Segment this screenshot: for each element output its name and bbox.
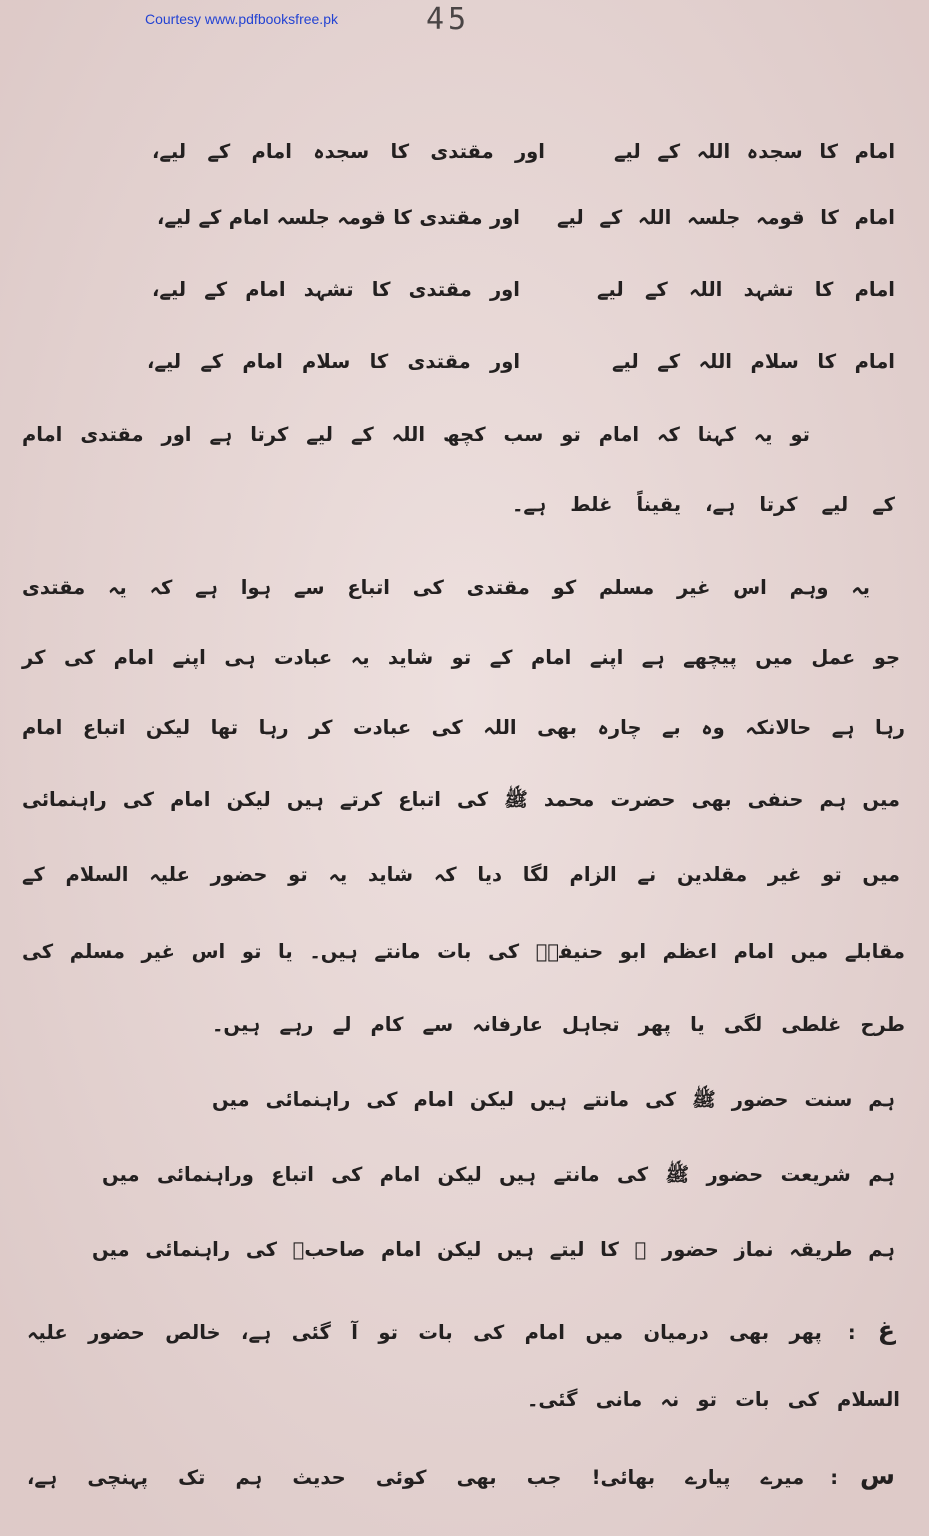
dialogue-text: پھر بھی درمیان میں امام کی بات تو آ گئی ہے، خالص حضور علیہ (27, 1321, 822, 1344)
speaker-marker: غ (877, 1315, 895, 1345)
comparison-imam-clause (555, 188, 895, 248)
line-text: مقابلے میں امام اعظم ابو حنیفہؒ کی بات مانتے ہیں۔ یا تو اس غیر مسلم کی (22, 940, 905, 963)
clause-text: اور مقتدی کا تشہد امام کے لیے، (152, 278, 520, 301)
dialogue-line-content (27, 1460, 895, 1490)
clause-text: اور مقتدی کا سلام امام کے لیے، (147, 350, 520, 373)
comparison-muqtadi-clause (155, 188, 520, 248)
dialogue-continuation-line (525, 1370, 900, 1430)
clause-text: امام کا سجدہ اللہ کے لیے (614, 140, 895, 163)
dialogue-line (25, 1300, 895, 1360)
paragraph-line (20, 922, 905, 982)
line-text: کے لیے کرتا ہے، یقیناً غلط ہے۔ (512, 493, 895, 516)
page-number: 45 (426, 2, 471, 37)
dialogue-text: میرے پیارے بھائی! جب بھی کوئی حدیث ہم تک پہنچی ہے، (27, 1466, 805, 1489)
dialogue-line-content (27, 1315, 895, 1345)
statement-line (90, 1220, 895, 1280)
clause-text: اور مقتدی کا قومہ جلسہ امام کے لیے، (157, 206, 520, 229)
line-text: طرح غلطی لگی یا پھر تجاہل عارفانہ سے کام لے رہے ہیں۔ (212, 1013, 905, 1036)
conclusion-line (20, 405, 810, 465)
comparison-imam-clause (595, 260, 895, 320)
comparison-muqtadi-clause (145, 332, 520, 392)
paragraph-line (20, 558, 870, 618)
line-text: یہ وہم اس غیر مسلم کو مقتدی کی اتباع سے ہوا ہے کہ یہ مقتدی (22, 576, 870, 599)
clause-text: اور مقتدی کا سجدہ امام کے لیے، (152, 140, 545, 163)
paragraph-line (20, 845, 900, 905)
paragraph-line (210, 995, 905, 1055)
conclusion-line (510, 475, 895, 535)
paragraph-line (20, 770, 900, 830)
clause-text: امام کا تشہد اللہ کے لیے (597, 278, 895, 301)
dialogue-line (25, 1445, 895, 1505)
line-text: تو یہ کہنا کہ امام تو سب کچھ اللہ کے لیے کرتا ہے اور مقتدی امام (22, 423, 810, 446)
paragraph-line (20, 698, 905, 758)
courtesy-link[interactable]: Courtesy www.pdfbooksfree.pk (145, 11, 338, 27)
speaker-separator: : (830, 1466, 839, 1489)
line-text: ہم سنت حضور ﷺ کی مانتے ہیں لیکن امام کی راہنمائی میں (212, 1088, 895, 1111)
line-text: میں ہم حنفی بھی حضرت محمد ﷺ کی اتباع کرتے ہیں لیکن امام کی راہنمائی (22, 788, 900, 811)
speaker-marker: س (860, 1460, 895, 1490)
statement-line (210, 1070, 895, 1130)
line-text: رہا ہے حالانکہ وہ بے چارہ بھی اللہ کی عبادت کر رہا تھا لیکن اتباع امام (22, 716, 905, 739)
line-text: جو عمل میں پیچھے ہے اپنے امام کے تو شاید یہ عبادت ہی اپنے امام کی کر (22, 646, 900, 669)
comparison-muqtadi-clause (150, 122, 545, 182)
line-text: ہم شریعت حضور ﷺ کی مانتے ہیں لیکن امام کی اتباع وراہنمائی میں (102, 1163, 895, 1186)
line-text: میں تو غیر مقلدین نے الزام لگا دیا کہ شاید یہ تو حضور علیہ السلام کے (22, 863, 900, 886)
speaker-separator: : (847, 1321, 856, 1344)
comparison-muqtadi-clause (150, 260, 520, 320)
comparison-imam-clause (612, 122, 895, 182)
clause-text: امام کا سلام اللہ کے لیے (612, 350, 895, 373)
statement-line (100, 1145, 895, 1205)
line-text: ہم طریقہ نماز حضور ﷺ کا لیتے ہیں لیکن امام صاحبؒ کی راہنمائی میں (92, 1238, 895, 1261)
clause-text: امام کا قومہ جلسہ اللہ کے لیے (557, 206, 895, 229)
paragraph-line (20, 628, 900, 688)
line-text: السلام کی بات تو نہ مانی گئی۔ (527, 1388, 900, 1411)
comparison-imam-clause (610, 332, 895, 392)
